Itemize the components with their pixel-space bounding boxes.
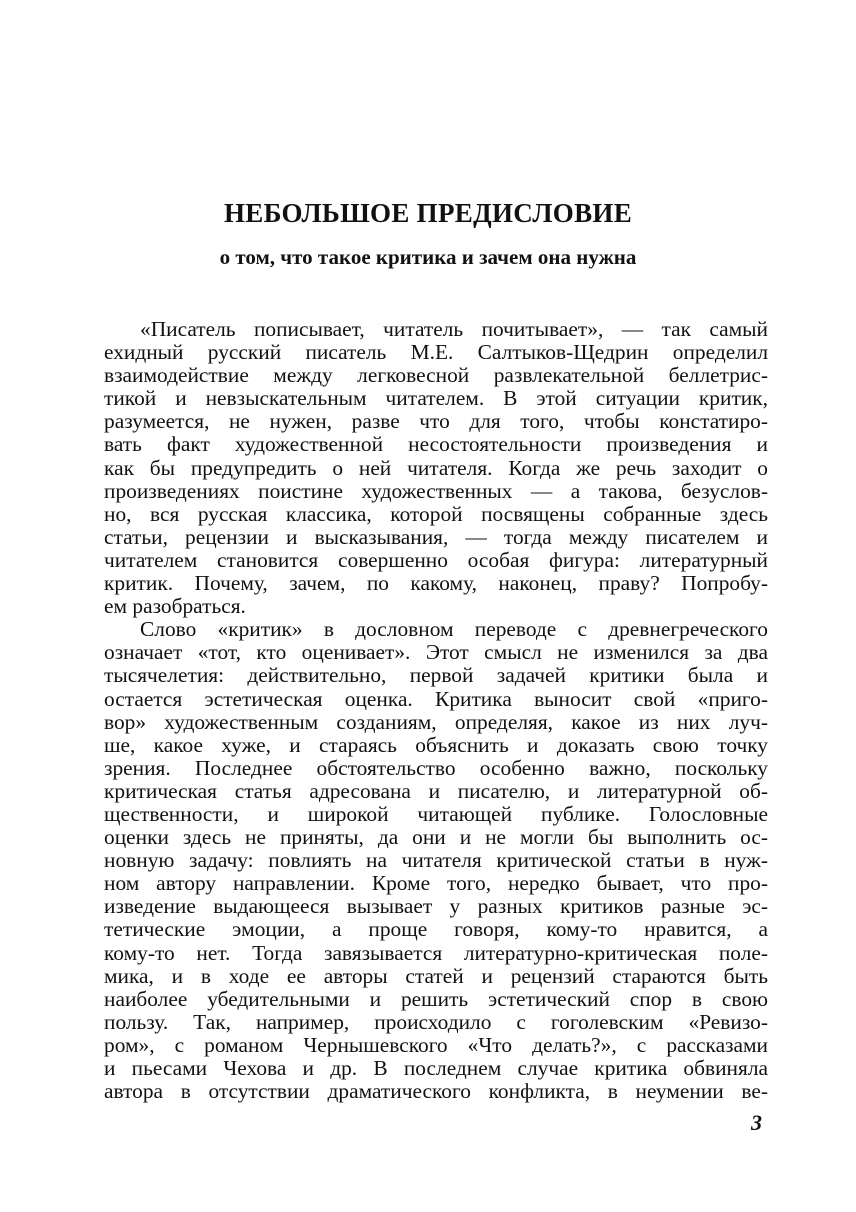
text-line: ехидный русский писатель М.Е. Салтыков-Щедрин определил [104, 340, 768, 365]
text-line: критик. Почему, зачем, по какому, наконец, праву? Попробу- [104, 571, 768, 596]
paragraph [104, 618, 768, 1103]
text-line: ром», с романом Чернышевского «Что делать?», с рассказами [104, 1032, 768, 1057]
text-line: и пьесами Чехова и др. В последнем случае критика обвиняла [104, 1056, 768, 1080]
text-line: тысячелетия: действительно, первой задачей критики была и [104, 663, 768, 688]
text-line: мика, и в ходе ее авторы статей и рецензий стараются быть [104, 963, 768, 988]
text-line: наиболее убедительными и решить эстетический спор в свою [104, 986, 768, 1011]
text-line: пользу. Так, например, происходило с гоголевским «Ревизо- [104, 1009, 768, 1034]
text-line: тикой и невзыскательным читателем. В этой ситуации критик, [104, 386, 768, 411]
text-line: кому-то нет. Тогда завязывается литературно-критическая поле- [104, 940, 768, 965]
text-line: разумеется, не нужен, разве что для того, чтобы констатиро- [104, 409, 768, 434]
text-line: вор» художественным созданиям, определяя, какое из них луч- [104, 709, 768, 734]
text-line: означает «тот, кто оценивает». Этот смысл не изменился за два [104, 640, 768, 665]
text-line: критическая статья адресована и писателю, и литературной об- [104, 778, 768, 803]
text-line: но, вся русская классика, которой посвящены собранные здесь [104, 501, 768, 526]
text-line: автора в отсутствии драматического конфликта, в неумении ве- [104, 1079, 768, 1104]
text-line: оценки здесь не приняты, да они и не могли бы выполнить ос- [104, 825, 768, 850]
text-line: щественности, и широкой читающей публике. Голословные [104, 801, 768, 826]
text-line: произведениях поистине художественных — а такова, безуслов- [104, 478, 768, 503]
page-title: НЕБОЛЬШОЕ ПРЕДИСЛОВИЕ [223, 198, 633, 228]
text-line: взаимодействие между легковесной развлекательной беллетрис- [104, 363, 768, 388]
text-line: «Писатель пописывает, читатель почитывает», — так самый [140, 317, 768, 341]
text-line: читателем становится совершенно особая фигура: литературный [104, 547, 768, 572]
page-subtitle: о том, что такое критика и зачем она нужна [219, 245, 637, 269]
text-line: новную задачу: повлиять на читателя критической статьи в нуж- [104, 848, 768, 873]
text-line: статьи, рецензии и высказывания, — тогда между писателем и [104, 524, 768, 549]
text-line: ном автору направлении. Кроме того, нередко бывает, что про- [104, 871, 768, 896]
paragraph [104, 318, 768, 618]
text-line: ем разобраться. [104, 594, 246, 619]
text-line: остается эстетическая оценка. Критика выносит свой «приго- [104, 686, 768, 711]
body-text [104, 318, 768, 1103]
text-line: тетические эмоции, а проще говоря, кому-то нравится, а [104, 917, 768, 942]
text-line: ше, какое хуже, и стараясь объяснить и доказать свою точку [104, 732, 768, 757]
page-number: 3 [751, 1110, 762, 1135]
text-line: Слово «критик» в дословном переводе с древнегреческого [140, 617, 768, 642]
text-line: изведение выдающееся вызывает у разных критиков разные эс- [104, 894, 768, 919]
text-line: вать факт художественной несостоятельности произведения и [104, 432, 768, 457]
text-line: как бы предупредить о ней читателя. Когда же речь заходит о [104, 455, 768, 480]
text-line: зрения. Последнее обстоятельство особенно важно, поскольку [104, 755, 768, 780]
